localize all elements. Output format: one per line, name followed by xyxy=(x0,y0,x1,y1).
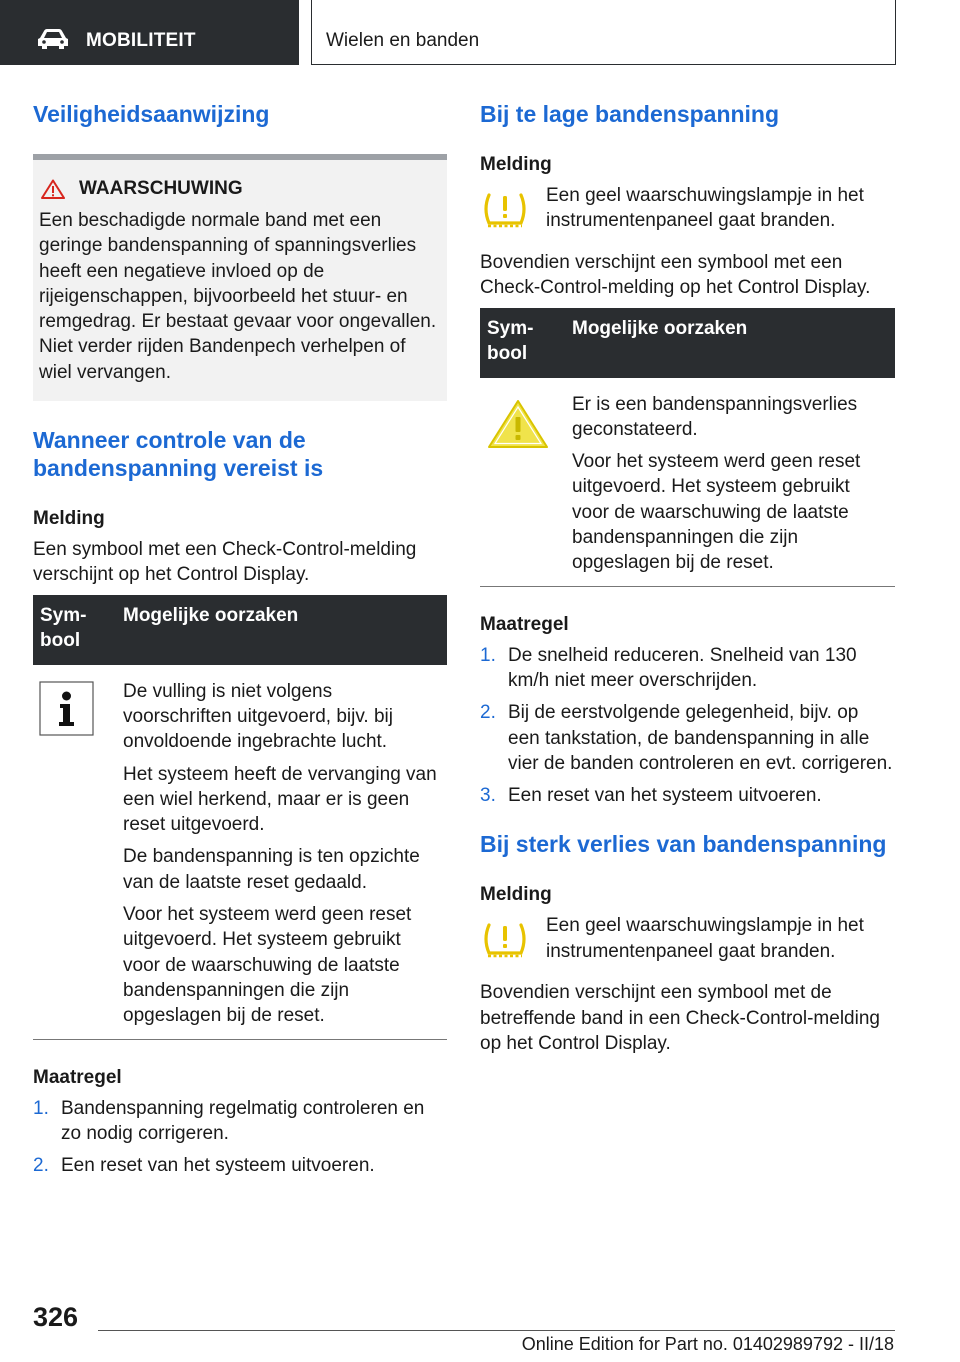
list-item xyxy=(480,643,895,694)
list-item xyxy=(33,1096,447,1147)
maatregel-label: Maatregel xyxy=(33,1066,122,1088)
tire-pressure-icon xyxy=(480,921,530,961)
low-pressure-heading: Bij te lage bandenspanning xyxy=(480,101,780,127)
causes-cell xyxy=(565,378,895,587)
warning-triangle-icon xyxy=(41,179,65,199)
col-causes-header: Mogelijke oorzaken xyxy=(565,308,895,378)
step-number: 2. xyxy=(33,1155,49,1177)
warning-header xyxy=(39,178,441,200)
list-item xyxy=(480,700,895,776)
step-number: 3. xyxy=(480,785,496,807)
list-item xyxy=(33,1153,447,1178)
step-text: Bij de eerstvolgende gelegenheid, bijv. op een tankstation, de bandenspanning in alle vier de banden controleren en evt. corrigeren. xyxy=(508,702,893,774)
edition-text: Online Edition for Part no. 01402989792 - II/18 xyxy=(521,1334,894,1354)
car-icon xyxy=(36,28,70,50)
step-text: Een reset van het systeem uitvoeren. xyxy=(61,1155,375,1177)
tire-pressure-icon xyxy=(480,191,530,231)
page-number: 326 xyxy=(33,1302,79,1332)
steps-list xyxy=(480,643,895,809)
causes-table xyxy=(480,308,895,587)
step-text: Een reset van het systeem uitvoeren. xyxy=(508,785,822,807)
col-causes-header: Mogelijke oorzaken xyxy=(116,595,447,665)
warning-title: WAARSCHUWING xyxy=(79,178,243,199)
melding-label: Melding xyxy=(480,154,552,175)
extra-text: Bovendien verschijnt een symbool met een Check-Control-melding op het Control Display. xyxy=(480,252,871,299)
warning-triangle-icon xyxy=(486,398,550,450)
right-column xyxy=(480,100,895,1056)
lamp-text: Een geel waarschuwingslampje in het instrumentenpaneel gaat branden. xyxy=(546,185,864,232)
chapter-title: Wielen en banden xyxy=(326,30,480,51)
step-text: De snelheid reduceren. Snelheid van 130 km/h niet meer overschrijden. xyxy=(508,644,857,691)
symbol-cell xyxy=(480,378,565,587)
melding-label: Melding xyxy=(480,884,552,906)
header-chapter-box xyxy=(311,0,896,65)
warning-text: Een beschadigde normale band met een geringe bandenspanning of spanningsverlies heeft een negatieve invloed op de rijeigenschappen, bijvoorbeeld het stuur- en remgedrag. Er bestaat gevaar voor ongevallen. Niet verder rijden Bandenpech verhelpen of wiel vervangen. xyxy=(39,210,437,383)
melding-text: Een symbool met een Check-Control-melding verschijnt op het Control Display. xyxy=(33,539,417,586)
melding-label: Melding xyxy=(33,508,105,530)
safety-heading: Veiligheidsaanwijzing xyxy=(33,101,270,127)
severe-loss-heading: Bij sterk verlies van bandenspanning xyxy=(480,831,887,858)
cause-item: Er is een bandenspanningsverlies geconstateerd. xyxy=(572,393,858,440)
header-section-tab xyxy=(0,0,299,65)
step-number: 1. xyxy=(33,1097,49,1119)
table-header-row xyxy=(33,595,447,665)
check-heading: Wanneer controle van de bandenspanning vereist is xyxy=(33,427,324,482)
cause-item: De vulling is niet volgens voorschriften uitgevoerd, bijv. bij onvoldoende ingebrachte lucht. xyxy=(123,680,393,753)
maatregel-label: Maatregel xyxy=(480,613,569,635)
step-number: 1. xyxy=(480,644,496,666)
left-column xyxy=(33,100,447,1185)
table-header-row xyxy=(480,308,895,378)
section-title: MOBILITEIT xyxy=(86,30,196,51)
causes-table xyxy=(33,595,447,1040)
footer-divider xyxy=(98,1330,895,1331)
cause-item: De bandenspanning is ten opzichte van de laatste reset gedaald. xyxy=(123,846,420,893)
step-text: Bandenspanning regelmatig controleren en zo nodig corrigeren. xyxy=(61,1097,425,1144)
col-symbol-header: Sym-bool xyxy=(33,595,116,665)
extra-text: Bovendien verschijnt een symbool met de betreffende band in een Check-Control-melding op het Control Display. xyxy=(480,982,880,1055)
steps-list xyxy=(33,1096,447,1179)
lamp-text: Een geel waarschuwingslampje in het instrumentenpaneel gaat branden. xyxy=(546,915,864,962)
lamp-message xyxy=(480,913,895,966)
cause-item: Het systeem heeft de vervanging van een wiel herkend, maar er is geen reset uitgevoerd. xyxy=(123,763,437,836)
list-item xyxy=(480,783,895,808)
lamp-message xyxy=(480,183,895,236)
symbol-cell xyxy=(33,665,116,1039)
cause-item: Voor het systeem werd geen reset uitgevoerd. Het systeem gebruikt voor de waarschuwing de laatste bandenspanningen die zijn opgeslagen bij de reset. xyxy=(123,904,412,1027)
step-number: 2. xyxy=(480,702,496,724)
cause-item: Voor het systeem werd geen reset uitgevoerd. Het systeem gebruikt voor de waarschuwing de laatste bandenspanningen die zijn opgeslagen bij de reset. xyxy=(572,451,861,574)
causes-cell xyxy=(116,665,447,1039)
col-symbol-header: Sym-bool xyxy=(480,308,565,378)
table-row xyxy=(33,665,447,1039)
table-row xyxy=(480,378,895,587)
warning-box xyxy=(33,154,447,401)
info-icon xyxy=(39,681,94,736)
